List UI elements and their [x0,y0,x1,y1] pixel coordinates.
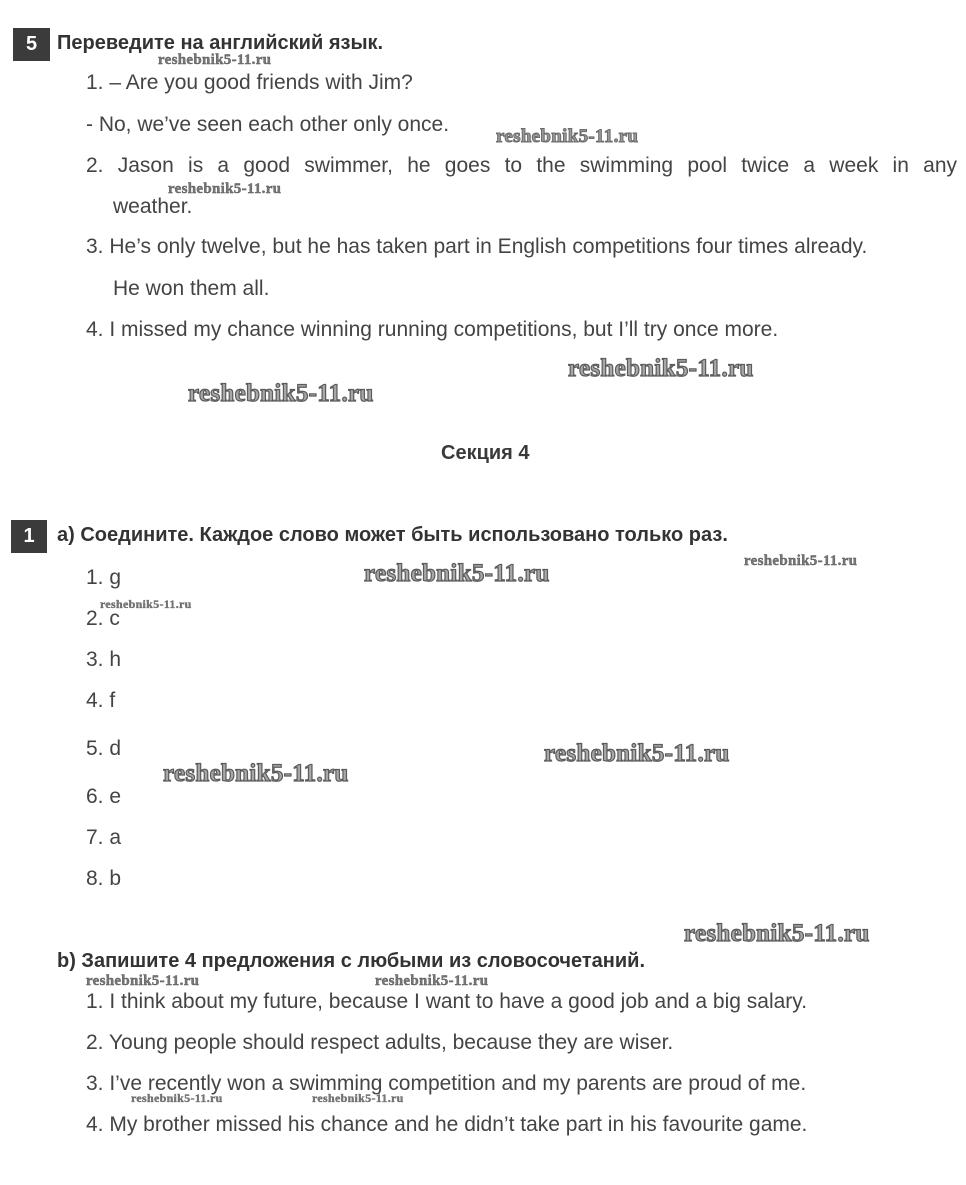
exercise-line: 2. Jason is a good swimmer, he goes to the swimming pool twice a week in any [86,154,957,177]
watermark: reshebnik5-11.ru [86,973,200,989]
watermark: reshebnik5-11.ru [188,380,374,407]
watermark: reshebnik5-11.ru [568,355,754,382]
answer-item: 3. h [86,648,122,671]
exercise-line: 4. I missed my chance winning running competitions, but I’ll try once more. [86,318,779,341]
watermark: reshebnik5-11.ru [684,920,870,947]
answer-item: 2. c [86,607,120,630]
watermark: reshebnik5-11.ru [375,973,489,989]
answer-item: 7. a [86,826,122,849]
exercise-line: - No, we’ve seen each other only once. [86,113,450,136]
sentence-item: 1. I think about my future, because I want to have a good job and a big salary. [86,990,808,1013]
watermark: reshebnik5-11.ru [131,1091,223,1105]
exercise-part-b-heading: b) Запишите 4 предложения с любыми из словосочетаний. [57,950,646,972]
exercise-number-badge: 1 [11,520,47,553]
exercise-line: weather. [113,195,193,218]
watermark: reshebnik5-11.ru [163,760,349,787]
exercise-line: 3. He’s only twelve, but he has taken part in English competitions four times already. [86,235,868,258]
exercise-heading: Переведите на английский язык. [57,32,384,54]
watermark: reshebnik5-11.ru [168,181,282,197]
exercise-part-a-heading: a) Соедините. Каждое слово может быть использовано только раз. [57,524,728,546]
sentence-item: 3. I’ve recently won a swimming competition and my parents are proud of me. [86,1072,807,1095]
answer-item: 8. b [86,867,122,890]
answer-item: 1. g [86,566,122,589]
section-title: Секция 4 [441,442,530,464]
sentence-item: 2. Young people should respect adults, because they are wiser. [86,1031,674,1054]
watermark: reshebnik5-11.ru [496,126,639,147]
answer-item: 6. e [86,785,122,808]
watermark: reshebnik5-11.ru [100,597,192,611]
exercise-line: 1. – Are you good friends with Jim? [86,71,413,94]
watermark: reshebnik5-11.ru [544,740,730,767]
exercise-number-badge: 5 [13,28,50,61]
watermark: reshebnik5-11.ru [312,1091,404,1105]
answer-item: 5. d [86,737,122,760]
exercise-line: He won them all. [113,277,270,300]
sentence-item: 4. My brother missed his chance and he didn’t take part in his favourite game. [86,1113,808,1136]
answer-item: 4. f [86,689,116,712]
watermark: reshebnik5-11.ru [364,560,550,587]
watermark: reshebnik5-11.ru [158,52,272,68]
watermark: reshebnik5-11.ru [744,553,858,569]
